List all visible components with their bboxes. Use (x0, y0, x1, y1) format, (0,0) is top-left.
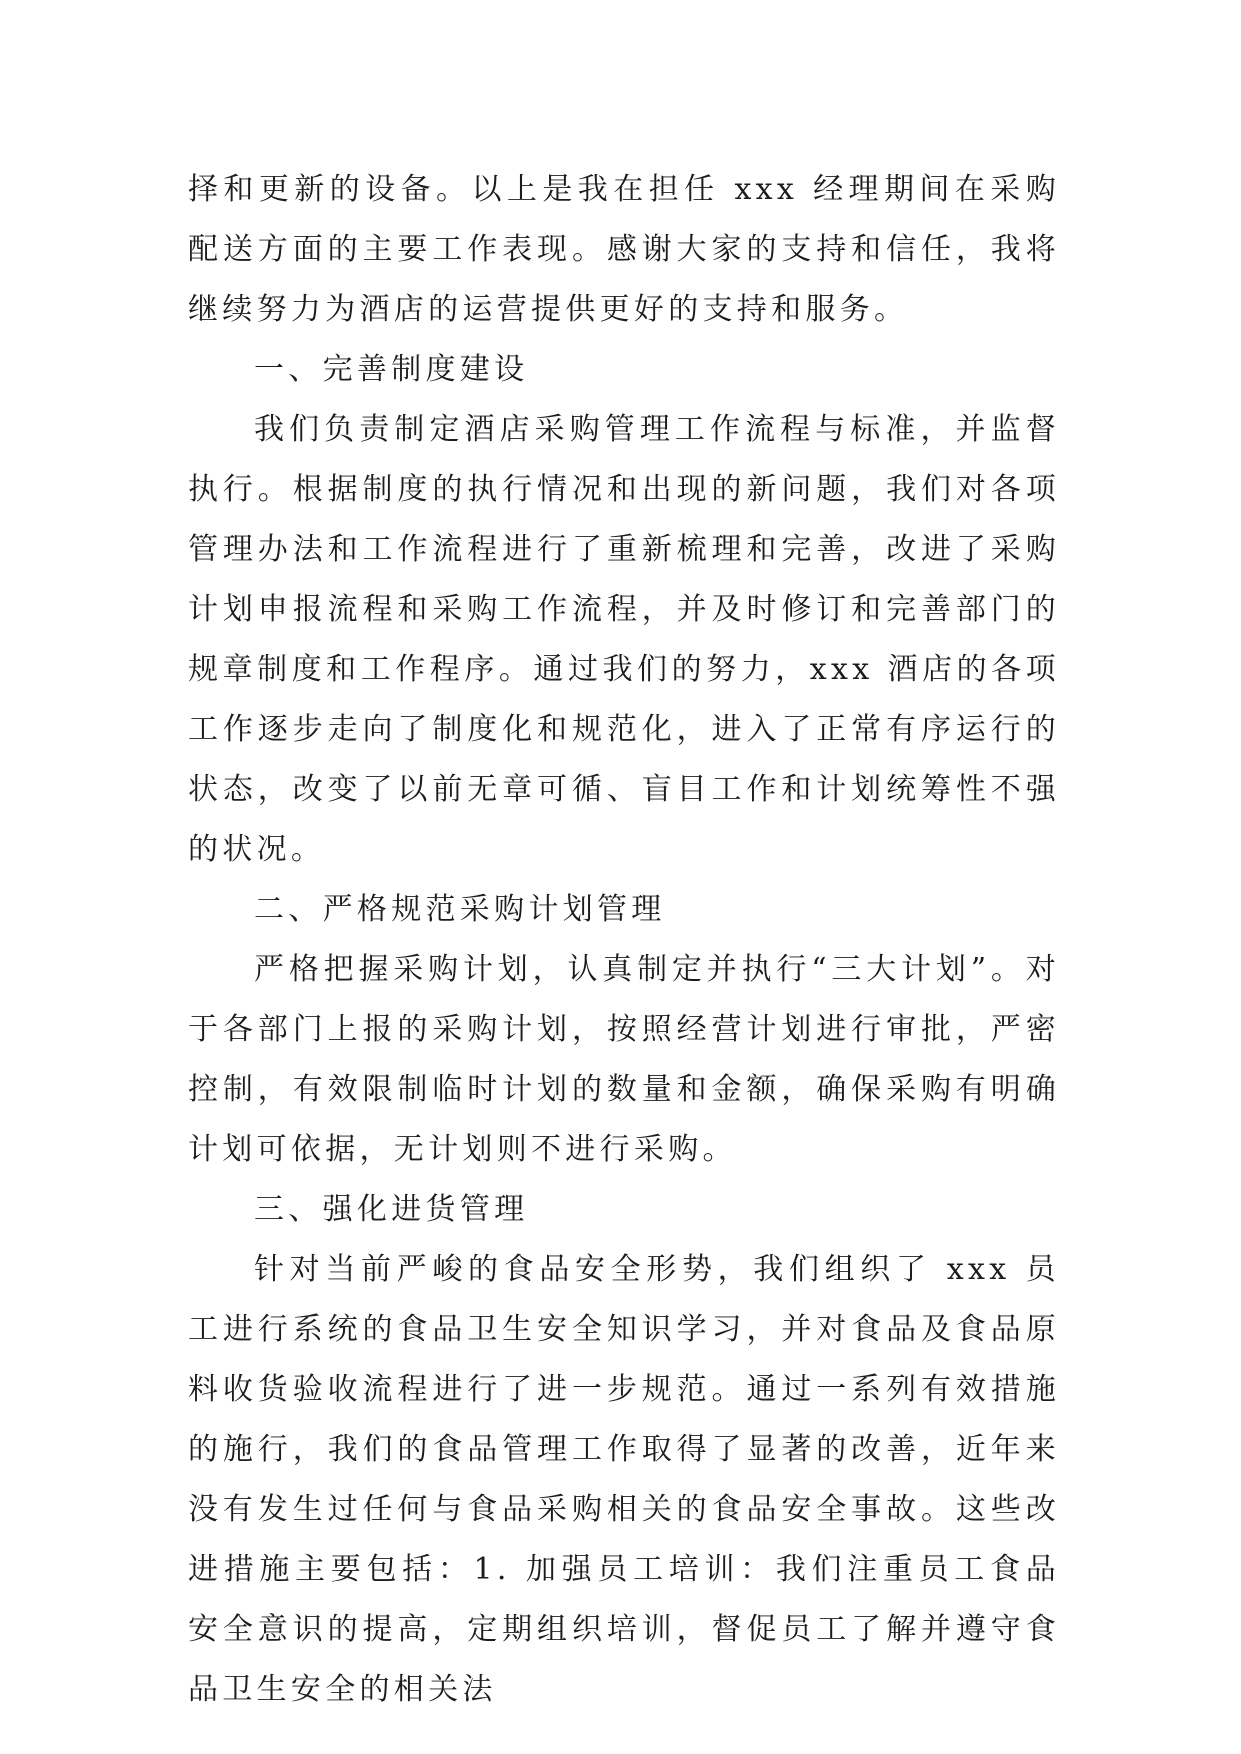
paragraph-purchase-management: 针对当前严峻的食品安全形势，我们组织了 xxx 员工进行系统的食品卫生安全知识学习，并对食品及食品原料收货验收流程进行了进一步规范。通过一系列有效措施的施行，我们的食品管理工作取得了显著的改善，近年来没有发生过任何与食品采购相关的食品安全事故。这些改进措施主要包括：1. 加强员工培训：我们注重员工食品安全意识的提高，定期组织培训，督促员工了解并遵守食品卫生安全的相关法 (188, 1252, 1060, 1707)
paragraph-procurement-plan: 严格把握采购计划，认真制定并执行“三大计划”。对于各部门上报的采购计划，按照经营计划进行审批，严密控制，有效限制临时计划的数量和金额，确保采购有明确计划可依据，无计划则不进行采购。 (188, 952, 1060, 1167)
section-heading-2: 二、严格规范采购计划管理 (254, 892, 666, 927)
paragraph-continuation: 择和更新的设备。以上是我在担任 xxx 经理期间在采购配送方面的主要工作表现。感谢大家的支持和信任，我将继续努力为酒店的运营提供更好的支持和服务。 (188, 172, 1060, 327)
section-heading-3: 三、强化进货管理 (254, 1192, 529, 1227)
paragraph-system-building: 我们负责制定酒店采购管理工作流程与标准，并监督执行。根据制度的执行情况和出现的新问题，我们对各项管理办法和工作流程进行了重新梳理和完善，改进了采购计划申报流程和采购工作流程，并及时修订和完善部门的规章制度和工作程序。通过我们的努力，xxx 酒店的各项工作逐步走向了制度化和规范化，进入了正常有序运行的状态，改变了以前无章可循、盲目工作和计划统筹性不强的状况。 (188, 412, 1060, 867)
section-heading-1: 一、完善制度建设 (254, 352, 529, 387)
document-body (188, 160, 1060, 1720)
